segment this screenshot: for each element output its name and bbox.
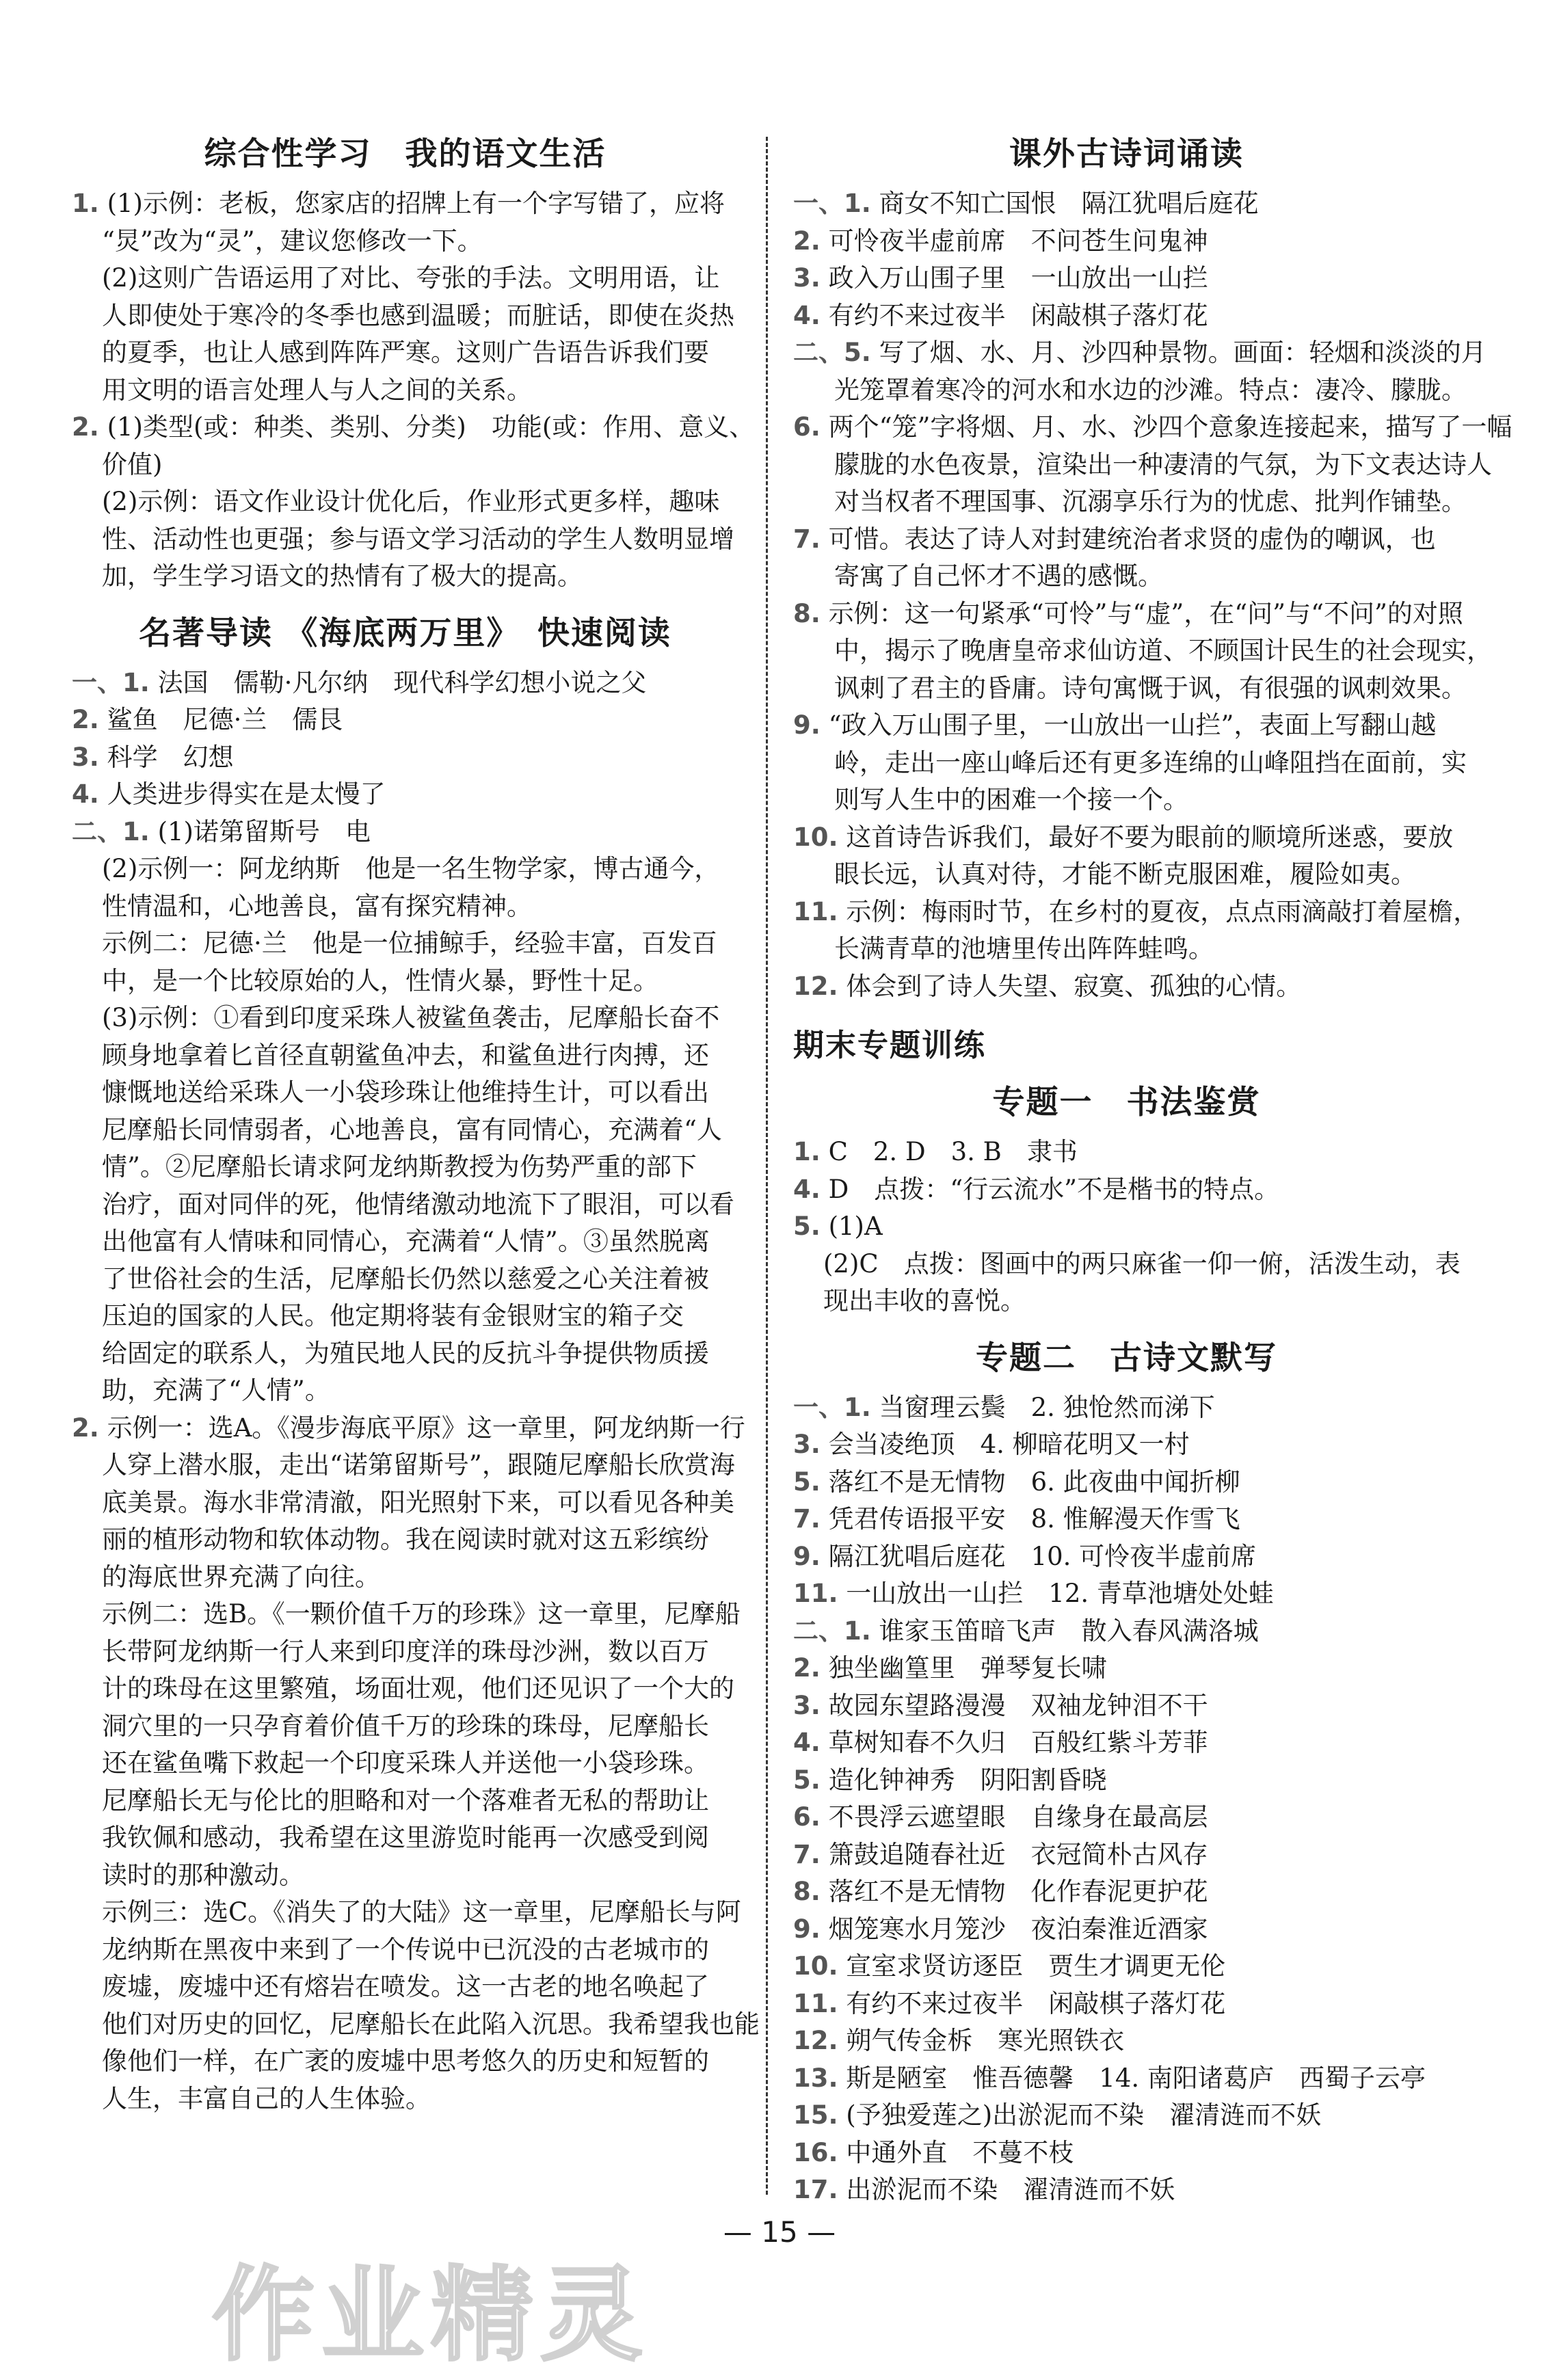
answer-line: 压迫的国家的人民。他定期将装有金银财宝的箱子交: [102, 1301, 684, 1331]
item-number: 一、1.: [793, 189, 871, 218]
answer-line: [793, 1873, 1460, 1911]
answer-text: 凭君传语报平安 8. 惟解漫天作雪飞: [820, 1504, 1240, 1534]
answer-text: 政入万山围子里 一山放出一山拦: [820, 263, 1208, 293]
answer-line: [793, 2060, 1460, 2098]
answer-text: 有约不来过夜半 闲敲棋子落灯花: [820, 300, 1208, 330]
answer-line: [793, 1948, 1460, 1985]
answer-line: [793, 1134, 1460, 1171]
item-number: 3.: [793, 263, 821, 293]
section-title-classic-reading: 名著导读 《海底两万里》 快速阅读: [139, 614, 671, 652]
item-number: 3.: [793, 1690, 821, 1720]
answer-line: [793, 1389, 1460, 1427]
item-number: 11.: [793, 896, 838, 926]
answer-line: [72, 185, 738, 223]
answer-line: (2)示例：语文作业设计优化后，作业形式更多样，趣味: [102, 487, 720, 516]
answer-line: 性、活动性也更强；参与语文学习活动的学生人数明显增: [102, 524, 734, 554]
answer-line: [72, 776, 738, 814]
answer-line: 价值): [102, 449, 163, 479]
item-number: 5.: [793, 1212, 821, 1241]
item-number: 9.: [793, 710, 821, 740]
answer-line: [793, 2022, 1460, 2060]
answer-text: (1)示例：老板，您家店的招牌上有一个字写错了，应将: [98, 189, 725, 218]
answer-line: 计的珠母在这里繁殖，场面壮观，他们还见识了一个大的: [102, 1674, 734, 1703]
answer-text: 鲨鱼 尼德·兰 儒艮: [98, 705, 343, 734]
answer-line: 岭，走出一座山峰后还有更多连绵的山峰阻挡在面前，实: [834, 747, 1467, 777]
answer-line: 则写人生中的困难一个接一个。: [834, 785, 1188, 814]
item-number: 11.: [793, 1988, 838, 2018]
answer-line: 底美景。海水非常清澈，阳光照射下来，可以看见各种美: [102, 1487, 734, 1517]
answer-text: 出淤泥而不染 濯清涟而不妖: [838, 2175, 1175, 2204]
answer-line: [793, 1575, 1460, 1613]
answer-text: 两个“笼”字将烟、月、水、沙四个意象连接起来，描写了一幅: [820, 412, 1513, 442]
right-column: [793, 116, 1513, 2209]
answer-line: (3)示例：①看到印度采珠人被鲨鱼袭击，尼摩船长奋不: [102, 1003, 720, 1032]
item-number: 12.: [793, 971, 838, 1001]
item-number: 13.: [793, 2063, 838, 2093]
answer-line: [793, 1501, 1460, 1538]
item-number: 7.: [793, 524, 821, 554]
answer-line: [72, 1410, 745, 1447]
answer-text: 法国 儒勒·凡尔纳 现代科学幻想小说之父: [149, 667, 647, 697]
answer-text: (1)A: [820, 1212, 883, 1241]
answer-line: 长满青草的池塘里传出阵阵蛙鸣。: [834, 934, 1214, 963]
answer-line: 助，充满了“人情”。: [102, 1376, 330, 1405]
item-number: 2.: [793, 1653, 821, 1683]
item-number: 7.: [793, 1504, 821, 1534]
answer-line: [793, 334, 1487, 372]
item-number: 一、1.: [793, 1392, 871, 1422]
answer-text: C 2. D 3. B 隶书: [820, 1137, 1078, 1166]
answer-text: 示例一：选A。《漫步海底平原》这一章里，阿龙纳斯一行: [98, 1413, 745, 1443]
answer-text: D 点拨：“行云流水”不是楷书的特点。: [820, 1174, 1280, 1204]
item-number: 一、1.: [72, 667, 150, 697]
answer-text: 当窗理云鬓 2. 独怆然而涕下: [870, 1392, 1215, 1422]
section-title-comprehensive-study: 综合性学习 我的语文生活: [204, 135, 607, 173]
answer-line: 我钦佩和感动，我希望在这里游览时能再一次感受到阅: [102, 1823, 709, 1852]
item-number: 1.: [793, 1137, 821, 1166]
answer-text: 烟笼寒水月笼沙 夜泊秦淮近酒家: [820, 1914, 1208, 1944]
answer-line: 中，是一个比较原始的人，性情火暴，野性十足。: [102, 965, 658, 995]
answer-line: 像他们一样，在广袤的废墟中思考悠久的历史和短暂的: [102, 2046, 709, 2076]
answer-line: 废墟，废墟中还有熔岩在喷发。这一古老的地名唤起了: [102, 1972, 709, 2001]
answer-text: 斯是陋室 惟吾德馨 14. 南阳诸葛庐 西蜀子云亭: [838, 2063, 1426, 2093]
answer-line: 示例二：尼德·兰 他是一位捕鲸手，经验丰富，百发百: [102, 928, 717, 958]
page-number: — 15 —: [723, 2215, 836, 2249]
answer-text: 隔江犹唱后庭花 10. 可怜夜半虚前席: [820, 1541, 1257, 1571]
answer-line: [793, 521, 1460, 559]
left-column: [72, 116, 760, 2117]
answer-text: 朔气传金柝 寒光照铁衣: [838, 2026, 1125, 2055]
watermark-logo: 作业精灵: [212, 2256, 650, 2375]
item-number: 2.: [72, 1413, 99, 1443]
answer-text: 示例：这一句紧承“可怜”与“虚”，在“问”与“不问”的对照: [820, 598, 1463, 628]
answer-line: [793, 1911, 1460, 1949]
answer-line: [793, 1208, 1460, 1246]
answer-line: [793, 1426, 1460, 1464]
answer-line: 对当权者不理国事、沉溺享乐行为的忧虑、批判作铺垫。: [834, 487, 1467, 516]
item-number: 8.: [793, 1877, 821, 1906]
item-number: 1.: [72, 189, 99, 218]
answer-text: 宣室求贤访逐臣 贾生才调更无伦: [838, 1951, 1226, 1981]
answer-line: 他们对历史的回忆，尼摩船长在此陷入沉思。我希望我也能: [102, 2009, 760, 2039]
item-number: 5.: [793, 1765, 821, 1795]
answer-line: 讽刺了君主的昏庸。诗句寓慨于讽，有很强的讽刺效果。: [834, 673, 1467, 703]
item-number: 4.: [793, 300, 821, 330]
section-classic-reading: [72, 665, 760, 2118]
item-number: 11.: [793, 1579, 838, 1608]
answer-text: 体会到了诗人失望、寂寞、孤独的心情。: [838, 971, 1302, 1001]
answer-text: 这首诗告诉我们，最好不要为眼前的顺境所迷惑，要放: [838, 822, 1454, 852]
section-comprehensive-study: [72, 185, 755, 596]
section-poetry-dictation: [793, 1389, 1460, 2209]
answer-line: 光笼罩着寒冷的河水和水边的沙滩。特点：凄冷、朦胧。: [834, 375, 1467, 405]
answer-line: 性情温和，心地善良，富有探究精神。: [102, 891, 532, 921]
answer-line: (2)这则广告语运用了对比、夸张的手法。文明用语，让: [102, 263, 720, 293]
answer-line: 长带阿龙纳斯一行人来到印度洋的珠母沙洲，数以百万: [102, 1636, 709, 1666]
item-number: 6.: [793, 412, 821, 442]
answer-line: [793, 1650, 1460, 1687]
answer-text: (1)类型(或：种类、类别、分类) 功能(或：作用、意义、: [98, 412, 755, 442]
answer-text: “政入万山围子里，一山放出一山拦”，表面上写翻山越: [820, 710, 1437, 740]
answer-line: 给固定的联系人，为殖民地人民的反抗斗争提供物质援: [102, 1338, 709, 1368]
item-number: 12.: [793, 2026, 838, 2055]
answer-line: [793, 223, 1460, 260]
item-number: 二、1.: [793, 1616, 871, 1646]
section-title-poetry-dictation: 专题二 古诗文默写: [976, 1339, 1277, 1377]
item-number: 16.: [793, 2137, 838, 2167]
answer-text: 有约不来过夜半 闲敲棋子落灯花: [838, 1988, 1226, 2018]
item-number: 9.: [793, 1541, 821, 1571]
answer-line: 龙纳斯在黑夜中来到了一个传说中已沉没的古老城市的: [102, 1934, 709, 1964]
answer-line: (2)C 点拨：图画中的两只麻雀一仰一俯，活泼生动，表: [823, 1248, 1461, 1279]
answer-line: [793, 1724, 1460, 1762]
answer-line: [793, 2171, 1460, 2209]
answer-line: 现出丰收的喜悦。: [823, 1286, 1026, 1315]
answer-line: [793, 1538, 1460, 1576]
section-title-final-training: 期末专题训练: [793, 1027, 987, 1063]
item-number: 2.: [72, 705, 99, 734]
item-number: 10.: [793, 822, 838, 852]
answer-line: 丽的植形动物和软体动物。我在阅读时就对这五彩缤纷: [102, 1525, 709, 1554]
answer-line: [793, 968, 1460, 1006]
answer-text: 谁家玉笛暗飞声 散入春风满洛城: [870, 1616, 1259, 1646]
answer-line: [793, 1687, 1460, 1725]
answer-line: [793, 1171, 1460, 1209]
answer-line: [793, 1464, 1460, 1501]
answer-text: 一山放出一山拦 12. 青草池塘处处蛙: [838, 1579, 1274, 1608]
answer-line: 出他富有人情味和同情心，充满着“人情”。③虽然脱离: [102, 1227, 710, 1256]
answer-line: 用文明的语言处理人与人之间的关系。: [102, 375, 532, 405]
answer-line: 示例二：选B。《一颗价值千万的珍珠》这一章里，尼摩船: [102, 1599, 741, 1629]
item-number: 二、5.: [793, 338, 871, 367]
answer-text: 可怜夜半虚前席 不问苍生问鬼神: [820, 226, 1208, 256]
answer-line: 顾身地拿着匕首径直朝鲨鱼冲去，和鲨鱼进行肉搏，还: [102, 1040, 709, 1070]
column-divider: [766, 137, 768, 2195]
answer-line: 示例三：选C。《消失了的大陆》这一章里，尼摩船长与阿: [102, 1897, 741, 1927]
answer-line: 尼摩船长无与伦比的胆略和对一个落难者无私的帮助让: [102, 1785, 709, 1815]
answer-line: 洞穴里的一只孕育着价值千万的珍珠的珠母，尼摩船长: [102, 1711, 709, 1741]
answer-line: 中，揭示了晚唐皇帝求仙访道、不顾国计民生的社会现实，: [834, 636, 1492, 665]
answer-line: 人穿上潜水服，走出“诺第留斯号”，跟随尼摩船长欣赏海: [102, 1450, 735, 1480]
section-calligraphy: [793, 1134, 1460, 1320]
answer-line: 人即使处于寒冷的冬季也感到温暖；而脏话，即使在炎热: [102, 300, 734, 330]
answer-line: 慷慨地送给采珠人一小袋珍珠让他维持生计，可以看出: [102, 1078, 709, 1107]
answer-line: [72, 409, 755, 446]
answer-line: 还在鲨鱼嘴下救起一个印度采珠人并送他一小袋珍珠。: [102, 1748, 709, 1778]
item-number: 3.: [793, 1430, 821, 1459]
answer-line: [793, 1985, 1460, 2023]
answer-text: 草树知春不久归 百般红紫斗芳菲: [820, 1728, 1208, 1757]
item-number: 3.: [72, 742, 99, 772]
answer-text: 示例：梅雨时节，在乡村的夏夜，点点雨滴敲打着屋檐，: [838, 896, 1479, 926]
answer-line: 了世俗社会的生活，尼摩船长仍然以慈爱之心关注着被: [102, 1263, 709, 1294]
answer-line: [793, 1613, 1460, 1650]
answer-line: [72, 814, 738, 851]
answer-line: [793, 297, 1460, 335]
answer-text: 人类进步得实在是太慢了: [98, 779, 386, 809]
answer-text: 独坐幽篁里 弹琴复长啸: [820, 1653, 1107, 1683]
item-number: 17.: [793, 2175, 838, 2204]
answer-line: [793, 819, 1460, 857]
answer-line: [72, 665, 738, 702]
answer-line: 人生，丰富自己的人生体验。: [102, 2083, 431, 2113]
answer-line: 眼长远，认真对待，才能不断克服困难，履险如夷。: [834, 859, 1416, 889]
item-number: 10.: [793, 1951, 838, 1981]
answer-line: [793, 1762, 1460, 1800]
answer-line: 加，学生学习语文的热情有了极大的提高。: [102, 561, 583, 591]
answer-text: 会当凌绝顶 4. 柳暗花明又一村: [820, 1430, 1190, 1459]
section-ancient-poetry: [793, 185, 1513, 1005]
item-number: 4.: [793, 1728, 821, 1757]
answer-line: 寄寓了自己怀才不遇的感慨。: [834, 561, 1163, 591]
answer-text: 箫鼓追随春社近 衣冠简朴古风存: [820, 1839, 1208, 1869]
answer-text: (1)诺第留斯号 电: [149, 816, 371, 846]
answer-line: 朦胧的水色夜景，渲染出一种凄清的气氛，为下文表达诗人: [834, 449, 1492, 479]
answer-text: 故园东望路漫漫 双袖龙钟泪不干: [820, 1690, 1208, 1720]
item-number: 二、1.: [72, 816, 150, 846]
item-number: 9.: [793, 1914, 821, 1944]
item-number: 4.: [793, 1174, 821, 1204]
answer-line: [793, 1836, 1460, 1874]
answer-line: 尼摩船长同情弱者，心地善良，富有同情心，充满着“人: [102, 1114, 722, 1145]
item-number: 4.: [72, 779, 99, 809]
answer-text: 中通外直 不蔓不枝: [838, 2137, 1074, 2167]
answer-text: 可惜。表达了诗人对封建统治者求贤的虚伪的嘲讽，也: [820, 524, 1436, 554]
answer-text: 不畏浮云遮望眼 自缘身在最高层: [820, 1802, 1208, 1832]
answer-text: 商女不知亡国恨 隔江犹唱后庭花: [870, 189, 1259, 218]
answer-text: 造化钟神秀 阴阳割昏晓: [820, 1765, 1107, 1795]
answer-line: [72, 701, 738, 739]
item-number: 5.: [793, 1467, 821, 1497]
answer-line: 情”。②尼摩船长请求阿龙纳斯教授为伤势严重的部下: [102, 1152, 697, 1181]
answer-line: [793, 260, 1460, 297]
answer-line: [793, 185, 1460, 223]
section-title-calligraphy: 专题一 书法鉴赏: [992, 1084, 1261, 1121]
section-title-ancient-poetry: 课外古诗词诵读: [1009, 135, 1244, 173]
item-number: 2.: [793, 226, 821, 256]
answer-line: (2)示例一：阿龙纳斯 他是一名生物学家，博古通今，: [102, 854, 720, 883]
answer-line: [793, 1799, 1460, 1836]
answer-text: 落红不是无情物 6. 此夜曲中闻折柳: [820, 1467, 1240, 1497]
answer-line: [72, 739, 738, 777]
item-number: 2.: [72, 412, 99, 442]
answer-line: [793, 894, 1479, 931]
answer-line: [793, 2135, 1460, 2172]
answer-line: “炅”改为“灵”，建议您修改一下。: [102, 226, 483, 256]
answer-text: 写了烟、水、月、沙四种景物。画面：轻烟和淡淡的月: [870, 338, 1487, 367]
answer-text: 落红不是无情物 化作春泥更护花: [820, 1877, 1208, 1906]
answer-line: 治疗，面对同伴的死，他情绪激动地流下了眼泪，可以看: [102, 1189, 734, 1219]
answer-line: [793, 2097, 1460, 2135]
item-number: 15.: [793, 2100, 838, 2130]
answer-line: 读时的那种激动。: [102, 1860, 304, 1890]
item-number: 8.: [793, 598, 821, 628]
item-number: 6.: [793, 1802, 821, 1832]
answer-text: (予独爱莲之)出淤泥而不染 濯清涟而不妖: [838, 2100, 1322, 2130]
answer-line: 的海底世界充满了向往。: [102, 1562, 380, 1592]
answer-text: 科学 幻想: [98, 742, 234, 772]
answer-line: [793, 596, 1463, 633]
item-number: 7.: [793, 1839, 821, 1869]
answer-line: [793, 409, 1513, 446]
answer-line: 的夏季，也让人感到阵阵严寒。这则广告语告诉我们要: [102, 338, 709, 367]
answer-line: [793, 707, 1460, 745]
